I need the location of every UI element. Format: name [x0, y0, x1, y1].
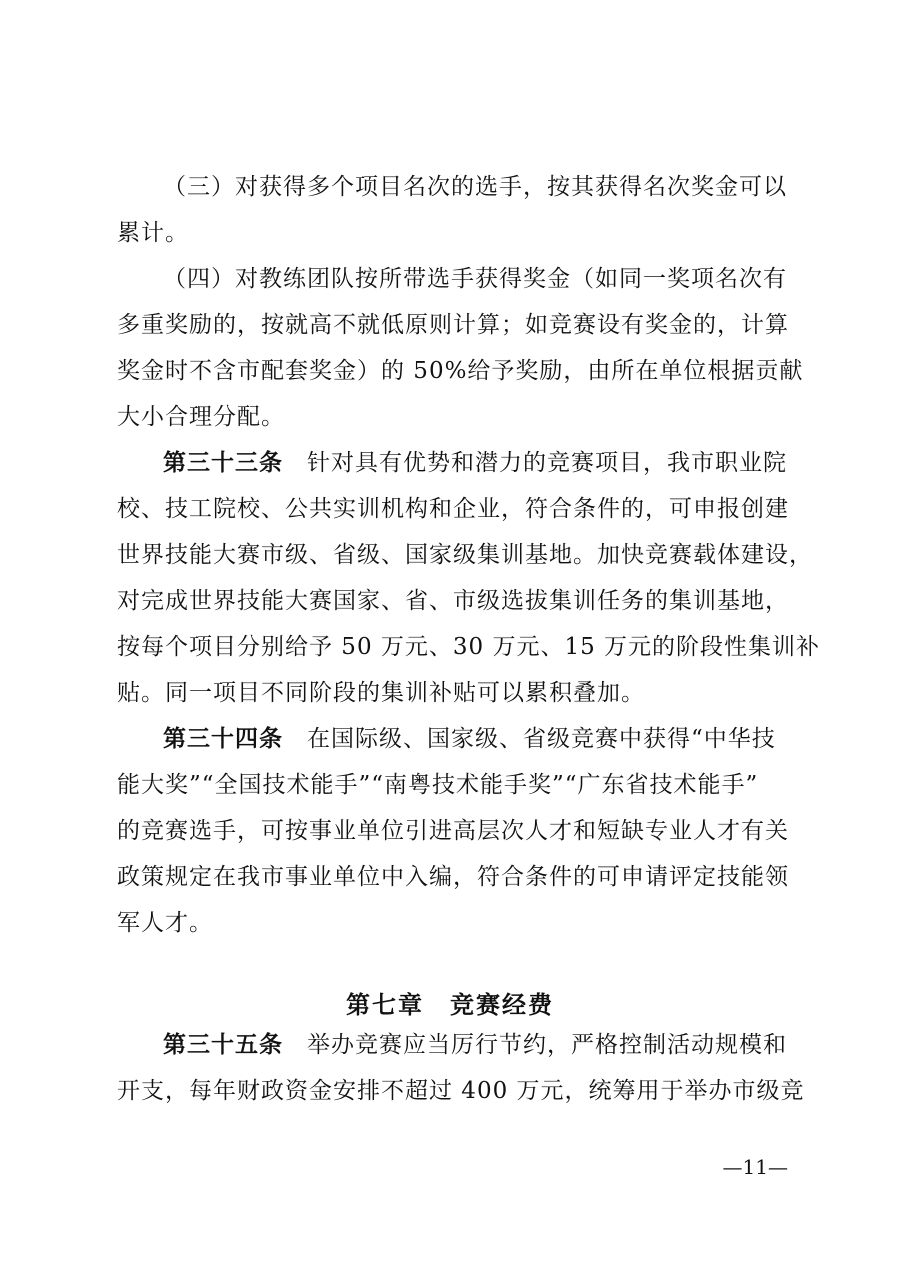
art34-line2: 能大奖”“全国技术能手”“南粤技术能手奖”“广东省技术能手” — [117, 772, 759, 798]
art35-title: 第三十五条 — [163, 1031, 283, 1058]
para4-line4: 大小合理分配。 — [117, 404, 285, 430]
art33-text-1: 针对具有优势和潜力的竞赛项目，我市职业院 — [307, 450, 787, 476]
para3-line2: 累计。 — [117, 220, 189, 246]
para4-line1: （四）对教练团队按所带选手获得奖金（如同一奖项名次有 — [163, 266, 787, 292]
art33-line4: 对完成世界技能大赛国家、省、市级选拔集训任务的集训基地， — [117, 588, 789, 614]
art33-title: 第三十三条 — [163, 449, 283, 476]
art33-line6: 贴。同一项目不同阶段的集训补贴可以累积叠加。 — [117, 680, 645, 706]
art33-line1 — [117, 448, 787, 478]
art34-line3: 的竞赛选手，可按事业单位引进高层次人才和短缺专业人才有关 — [117, 818, 789, 844]
art33-line3: 世界技能大赛市级、省级、国家级集训基地。加快竞赛载体建设， — [117, 542, 813, 568]
page-number: —11— — [722, 1155, 788, 1179]
art35-text-1: 举办竞赛应当厉行节约，严格控制活动规模和 — [307, 1032, 787, 1058]
art33-line5: 按每个项目分别给予 50 万元、30 万元、15 万元的阶段性集训补 — [117, 634, 821, 660]
art35-line2: 开支，每年财政资金安排不超过 400 万元，统筹用于举办市级竞 — [117, 1078, 805, 1104]
art34-title: 第三十四条 — [163, 725, 283, 752]
art34-line1 — [117, 724, 787, 754]
art34-line4: 政策规定在我市事业单位中入编，符合条件的可申请评定技能领 — [117, 864, 789, 890]
para4-line3: 奖金时不含市配套奖金）的 50%给予奖励，由所在单位根据贡献 — [117, 358, 804, 384]
para4-line2: 多重奖励的，按就高不就低原则计算；如竞赛设有奖金的，计算 — [117, 312, 789, 338]
art34-line5: 军人才。 — [117, 910, 213, 936]
art35-line1 — [117, 1030, 787, 1060]
para3-line1: （三）对获得多个项目名次的选手，按其获得名次奖金可以 — [163, 174, 787, 200]
art34-text-1: 在国际级、国家级、省级竞赛中获得“中华技 — [307, 726, 776, 752]
art33-line2: 校、技工院校、公共实训机构和企业，符合条件的，可申报创建 — [117, 496, 789, 522]
chapter-heading: 第七章 竞赛经费 — [346, 990, 554, 1019]
